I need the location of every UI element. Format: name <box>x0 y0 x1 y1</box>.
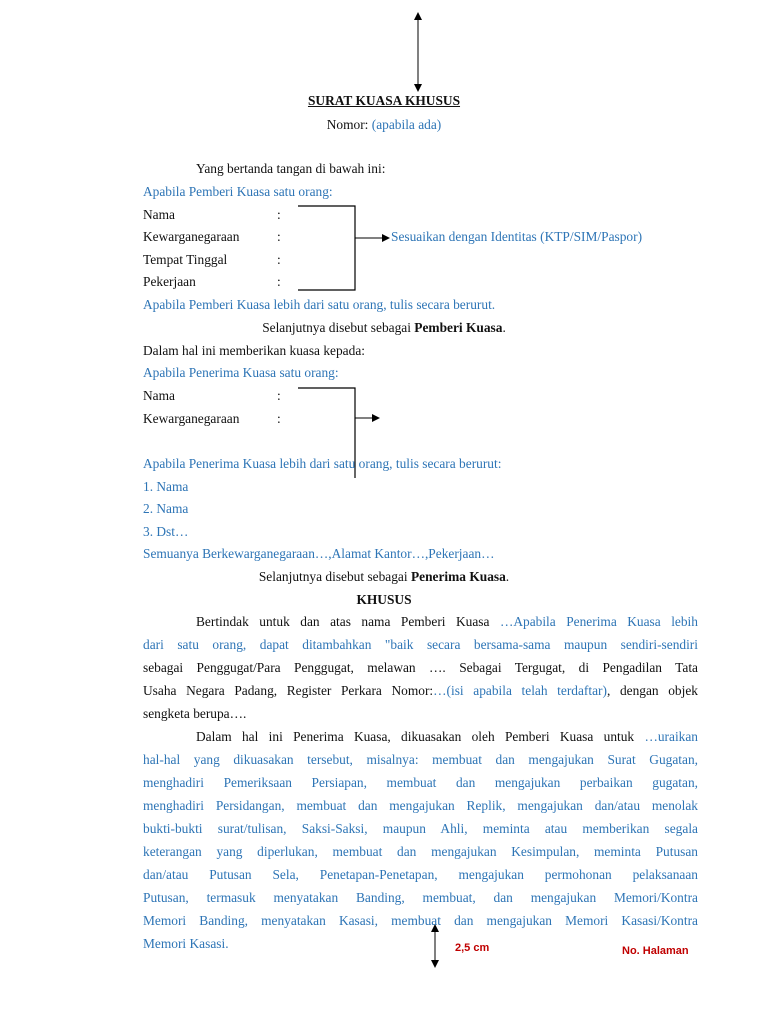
penerima-list-item: 1. Nama <box>143 479 189 494</box>
p1-line-4 <box>143 683 698 699</box>
field-colon: : <box>277 229 281 244</box>
page-number-label: No. Halaman <box>622 945 689 957</box>
p2-line: menghadiri Pemeriksaan Persiapan, membuat dan mengajukan perbaikan gugatan, <box>143 775 698 790</box>
penerima-intro: Dalam hal ini memberikan kuasa kepada: <box>143 343 365 358</box>
pemberi-multi-note: Apabila Pemberi Kuasa lebih dari satu orang, tulis secara berurut. <box>143 297 496 312</box>
p2-line: bukti-bukti surat/tulisan, Saksi-Saksi, maupun Ahli, meminta atau memberikan segala <box>143 821 698 836</box>
p1-text: , dengan objek <box>606 683 698 698</box>
p2-blue-text: …uraikan <box>644 729 698 744</box>
identity-note: Sesuaikan dengan Identitas (KTP/SIM/Paspor) <box>391 229 643 244</box>
called-suffix: . <box>505 569 510 584</box>
p1-line-1 <box>196 614 698 630</box>
p1-line-5: sengketa berupa…. <box>143 706 247 721</box>
penerima-single-note: Apabila Penerima Kuasa satu orang: <box>143 365 339 380</box>
p2-text: Dalam hal ini Penerima Kuasa, dikuasakan oleh Pemberi Kuasa untuk <box>196 729 635 744</box>
penerima-all-note: Semuanya Berkewarganegaraan…,Alamat Kantor…,Pekerjaan… <box>143 546 495 561</box>
field-label: Kewarganegaraan <box>143 411 240 426</box>
p1-line-3: sebagai Penggugat/Para Penggugat, melawan …. Sebagai Tergugat, di Pengadilan Tata <box>143 660 698 675</box>
field-colon: : <box>277 274 281 289</box>
field-label: Kewarganegaraan <box>143 229 240 244</box>
penerima-multi-note: Apabila Penerima Kuasa lebih dari satu orang, tulis secara berurut: <box>143 456 502 471</box>
p2-line: dan/atau Putusan Sela, Penetapan-Penetapan, mengajukan permohonan pelaksanaan <box>143 867 698 882</box>
p2-line: hal-hal yang dikuasakan tersebut, misalnya: membuat dan mengajukan Surat Gugatan, <box>143 752 698 767</box>
field-colon: : <box>277 252 281 267</box>
called-prefix: Selanjutnya disebut sebagai <box>262 320 415 335</box>
document-title: SURAT KUASA KHUSUS <box>307 93 461 108</box>
pemberi-intro: Yang bertanda tangan di bawah ini: <box>196 161 386 176</box>
p2-last-line: Memori Kasasi. <box>143 936 229 951</box>
p1-text: Bertindak untuk dan atas nama Pemberi Kuasa <box>196 614 490 629</box>
khusus-heading: KHUSUS <box>356 592 412 607</box>
p1-blue-text: …Apabila Penerima Kuasa lebih <box>499 614 698 629</box>
nomor-label: Nomor: <box>326 117 369 132</box>
p2-line: Memori Banding, menyatakan Kasasi, membuat dan mengajukan Memori Kasasi/Kontra <box>143 913 698 928</box>
field-colon: : <box>277 207 281 222</box>
called-suffix: . <box>502 320 506 335</box>
field-label: Nama <box>143 207 175 222</box>
penerima-list-item: 3. Dst… <box>143 524 189 539</box>
p1-text: Usaha Negara Padang, Register Perkara Nomor: <box>143 683 434 698</box>
called-bold: Pemberi Kuasa <box>414 320 503 335</box>
field-colon: : <box>277 388 281 403</box>
penerima-list-item: 2. Nama <box>143 501 189 516</box>
p1-line-2: dari satu orang, dapat ditambahkan "baik secara bersama-sama maupun sendiri-sendiri <box>143 637 698 652</box>
field-label: Pekerjaan <box>143 274 196 289</box>
p2-line: menghadiri Persidangan, membuat dan mengajukan Replik, mengajukan dan/atau menolak <box>143 798 698 813</box>
p2-line: Putusan, termasuk menyatakan Banding, membuat, dan mengajukan Memori/Kontra <box>143 890 698 905</box>
nomor-value: (apabila ada) <box>371 117 442 132</box>
called-bold: Penerima Kuasa <box>410 569 506 584</box>
p1-blue-text: …(isi apabila telah terdaftar) <box>433 683 607 698</box>
field-label: Tempat Tinggal <box>143 252 228 267</box>
pemberi-single-note: Apabila Pemberi Kuasa satu orang: <box>143 184 333 199</box>
margin-label: 2,5 cm <box>455 942 490 954</box>
penerima-called <box>0 569 768 585</box>
p2-line-1 <box>196 729 698 745</box>
field-colon: : <box>277 411 281 426</box>
pemberi-called <box>0 320 768 336</box>
p2-line: keterangan yang diperlukan, membuat dan mengajukan Kesimpulan, meminta Putusan <box>143 844 698 859</box>
called-prefix: Selanjutnya disebut sebagai <box>258 569 411 584</box>
field-label: Nama <box>143 388 175 403</box>
nomor-line <box>0 117 768 133</box>
